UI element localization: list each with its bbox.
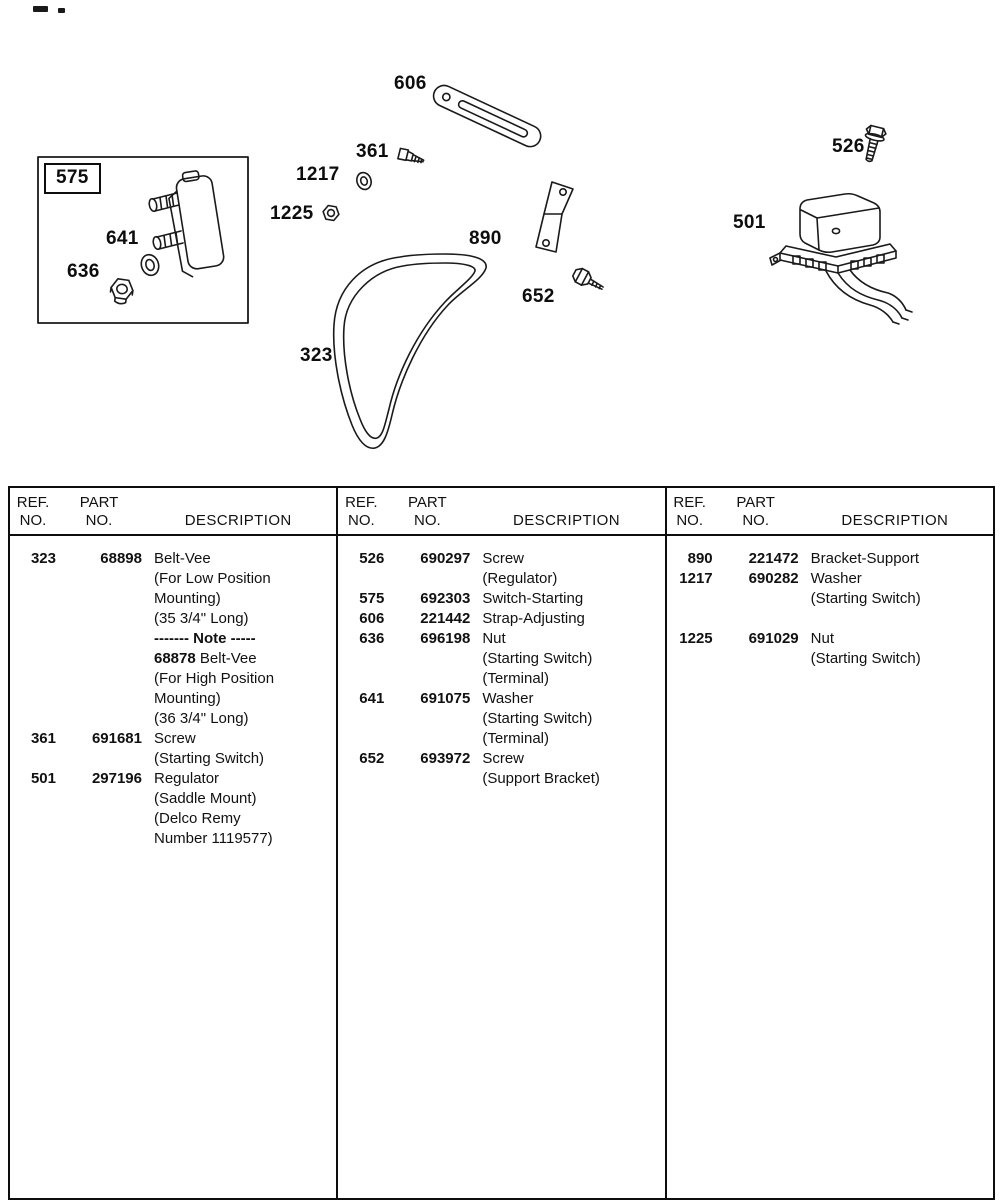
part-no-cell: 692303 bbox=[420, 590, 471, 607]
ref-no-cell: 1217 bbox=[679, 570, 713, 587]
description-cell: Strap-Adjusting bbox=[482, 610, 585, 627]
part-no-cell: 690297 bbox=[420, 550, 471, 567]
ref-no-cell: 575 bbox=[359, 590, 385, 607]
header-description: DESCRIPTION bbox=[841, 512, 949, 529]
regulator-illustration bbox=[770, 194, 912, 324]
diagram-label-641: 641 bbox=[106, 228, 139, 249]
table-row bbox=[10, 729, 334, 769]
part-no-cell: 691029 bbox=[748, 630, 799, 647]
nut-1225-illustration bbox=[322, 205, 340, 221]
ref-no-cell: 323 bbox=[30, 550, 56, 567]
header-part-no-label: NO. bbox=[85, 512, 113, 529]
table-row bbox=[667, 569, 991, 609]
description-cell: Bracket-Support bbox=[810, 550, 920, 567]
description-cell: Belt-Vee (For Low Position Mounting) (35 3/4" Long) ------- Note ----- 68878 Belt-Vee (For High Position Mounting) (36 3/4" Long) bbox=[154, 550, 275, 727]
header-ref-no-label: NO. bbox=[347, 512, 375, 529]
part-no-cell: 696198 bbox=[420, 630, 471, 647]
table-row bbox=[338, 629, 662, 689]
part-no-cell: 297196 bbox=[91, 770, 142, 787]
diagram-label-575: 575 bbox=[44, 163, 101, 194]
washer-1217-illustration bbox=[355, 171, 374, 192]
part-no-cell: 693972 bbox=[420, 750, 471, 767]
table-header bbox=[338, 488, 664, 536]
table-rows bbox=[667, 536, 993, 669]
description-cell: Switch-Starting bbox=[482, 590, 584, 607]
table-row bbox=[338, 689, 662, 749]
nut-636-illustration bbox=[109, 278, 134, 305]
exploded-parts-diagram bbox=[0, 0, 1000, 483]
belt-illustration bbox=[334, 254, 486, 448]
starting-switch-illustration bbox=[148, 169, 226, 279]
description-cell: Nut (Starting Switch) (Terminal) bbox=[482, 630, 593, 687]
part-no-cell: 68898 bbox=[100, 550, 142, 567]
header-ref-label: REF. bbox=[16, 494, 50, 511]
table-row bbox=[667, 549, 991, 569]
header-description: DESCRIPTION bbox=[184, 512, 292, 529]
parts-table-column-2 bbox=[338, 488, 666, 1198]
diagram-label-1225: 1225 bbox=[270, 203, 314, 224]
table-header bbox=[10, 488, 336, 536]
header-part-no bbox=[56, 494, 142, 530]
table-row bbox=[338, 589, 662, 609]
description-cell: Regulator (Saddle Mount) (Delco Remy Number 1119577) bbox=[154, 770, 273, 847]
ref-no-cell: 890 bbox=[687, 550, 713, 567]
table-rows bbox=[10, 536, 336, 849]
description-cell: Screw (Starting Switch) bbox=[154, 730, 265, 767]
table-row bbox=[667, 629, 991, 669]
description-cell: Screw (Regulator) bbox=[482, 550, 558, 587]
description-cell: Washer (Starting Switch) (Terminal) bbox=[482, 690, 593, 747]
ref-no-cell: 606 bbox=[359, 610, 385, 627]
screw-361-illustration bbox=[397, 147, 426, 168]
ref-no-cell: 361 bbox=[30, 730, 56, 747]
part-no-cell: 691681 bbox=[91, 730, 142, 747]
header-part-no bbox=[384, 494, 470, 530]
header-ref-label: REF. bbox=[673, 494, 706, 511]
ref-no-cell: 641 bbox=[359, 690, 385, 707]
washer-641-illustration bbox=[139, 252, 162, 277]
diagram-label-501: 501 bbox=[733, 212, 766, 233]
part-no-cell: 691075 bbox=[420, 690, 471, 707]
diagram-label-890: 890 bbox=[469, 228, 502, 249]
header-part-label: PART bbox=[79, 494, 119, 511]
header-description: DESCRIPTION bbox=[513, 512, 620, 529]
diagram-label-652: 652 bbox=[522, 286, 555, 307]
description-cell: Nut (Starting Switch) bbox=[810, 630, 921, 667]
strap-illustration bbox=[430, 82, 544, 150]
header-ref-label: REF. bbox=[345, 494, 378, 511]
part-no-cell: 221442 bbox=[420, 610, 471, 627]
header-ref-no bbox=[10, 494, 56, 530]
header-ref-no-label: NO. bbox=[676, 512, 703, 529]
diagram-label-1217: 1217 bbox=[296, 164, 340, 185]
diagram-label-526: 526 bbox=[832, 136, 865, 157]
parts-table bbox=[8, 486, 995, 1200]
header-ref-no bbox=[338, 494, 384, 530]
header-part-no-label: NO. bbox=[413, 512, 441, 529]
diagram-label-323: 323 bbox=[300, 345, 333, 366]
ref-no-cell: 501 bbox=[30, 770, 56, 787]
header-ref-no-label: NO. bbox=[19, 512, 47, 529]
ref-no-cell: 1225 bbox=[679, 630, 713, 647]
header-part-label: PART bbox=[408, 494, 447, 511]
table-row bbox=[338, 749, 662, 789]
parts-table-column-1 bbox=[10, 488, 338, 1198]
description-cell: Screw (Support Bracket) bbox=[482, 750, 600, 787]
header-part-label: PART bbox=[736, 494, 775, 511]
part-no-cell: 221472 bbox=[748, 550, 799, 567]
header-part-no-label: NO. bbox=[742, 512, 769, 529]
diagram-label-361: 361 bbox=[356, 141, 389, 162]
table-row bbox=[338, 609, 662, 629]
diagram-label-606: 606 bbox=[394, 73, 427, 94]
table-rows bbox=[338, 536, 664, 789]
table-row bbox=[10, 769, 334, 849]
screw-652-illustration bbox=[571, 266, 606, 294]
header-part-no bbox=[713, 494, 799, 530]
diagram-label-636: 636 bbox=[67, 261, 100, 282]
part-no-cell: 690282 bbox=[748, 570, 799, 587]
header-ref-no bbox=[667, 494, 713, 530]
description-cell: Washer (Starting Switch) bbox=[810, 570, 921, 607]
table-row bbox=[338, 549, 662, 589]
ref-no-cell: 652 bbox=[359, 750, 385, 767]
ref-no-cell: 526 bbox=[359, 550, 385, 567]
table-row bbox=[10, 549, 334, 729]
bracket-support-illustration bbox=[536, 182, 573, 252]
ref-no-cell: 636 bbox=[359, 630, 385, 647]
parts-table-column-3 bbox=[667, 488, 993, 1198]
table-header bbox=[667, 488, 993, 536]
